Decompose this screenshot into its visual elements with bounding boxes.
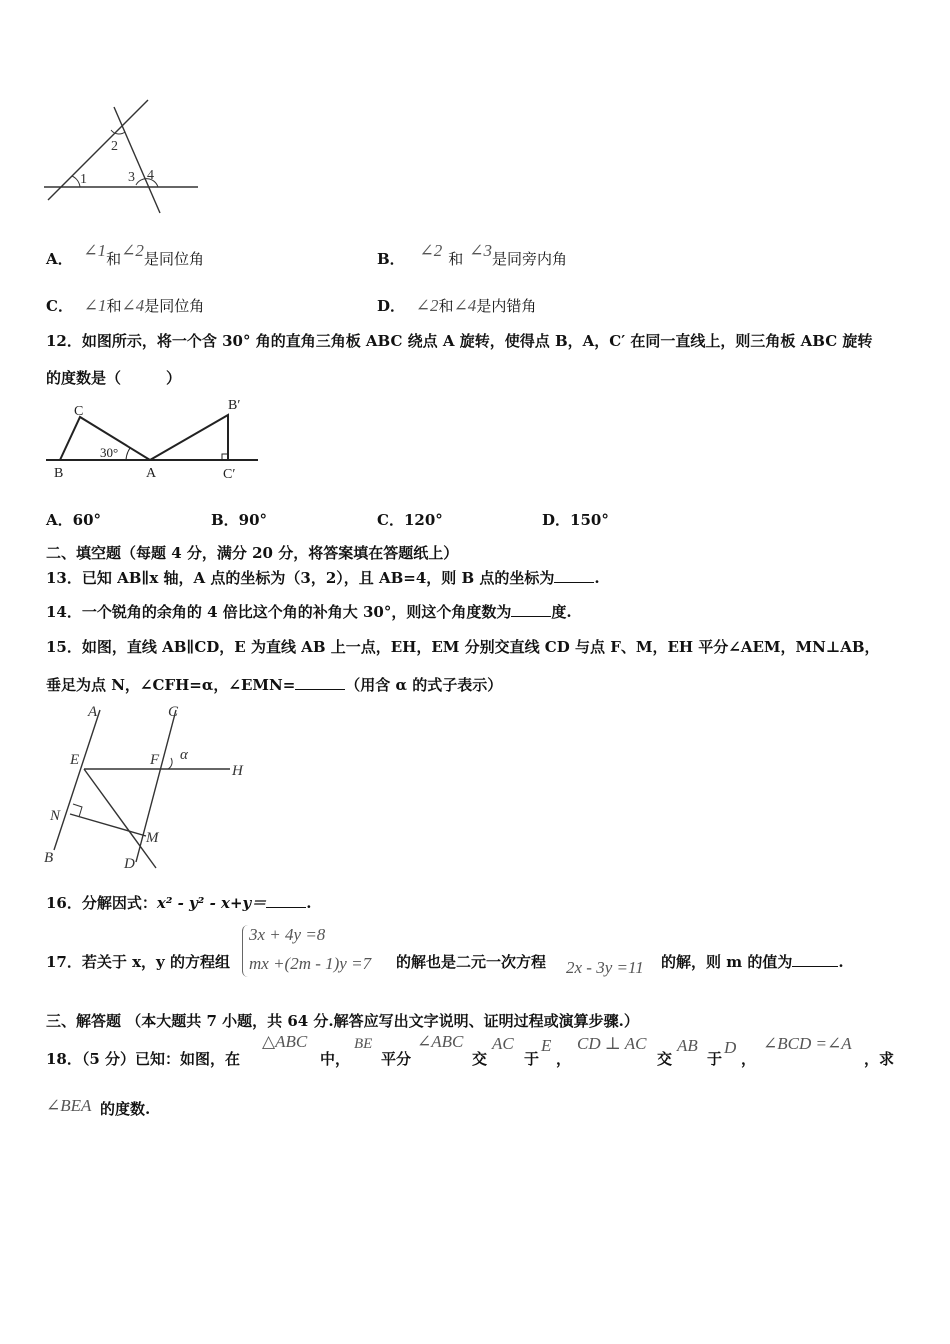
q18-angle-abc: ∠ABC — [417, 1032, 464, 1051]
label-b: B — [44, 850, 54, 866]
option-letter: C． — [46, 297, 73, 315]
label-c: C — [74, 404, 84, 419]
q18-text: 交 — [657, 1050, 673, 1068]
conj: 和 — [106, 250, 122, 268]
option-text: 是内错角 — [476, 297, 537, 315]
option-text: 是同旁内角 — [491, 250, 567, 268]
label-h: H — [232, 763, 243, 779]
answer-blank — [295, 675, 345, 690]
q12-option-d: D．150° — [542, 511, 609, 529]
label-m: M — [146, 830, 159, 846]
q18-cd-perp-ac: CD ⊥ AC — [577, 1034, 647, 1053]
q12-option-c: C．120° — [377, 511, 443, 529]
q18-text: 于 — [524, 1050, 540, 1068]
label-a: A — [88, 704, 98, 720]
q13-text: 13．已知 AB∥x 轴，A 点的坐标为（3，2），且 AB=4，则 B 点的坐标为 — [46, 569, 555, 587]
label-b: B — [54, 466, 64, 481]
label-a: A — [146, 466, 157, 481]
q18-text: ，求 — [864, 1050, 895, 1068]
angle-arc-1 — [72, 176, 80, 187]
section-3-heading: 三、解答题 （本大题共 7 小题，共 64 分.解答应写出文字说明、证明过程或演算步骤.） — [46, 1012, 639, 1030]
angle-label-1: 1 — [80, 172, 87, 187]
q18-text: ， — [556, 1050, 572, 1068]
q18-ab: AB — [677, 1036, 698, 1055]
q16-expression: x² - y² - x+y＝ — [156, 894, 267, 912]
q18-triangle: △ABC — [262, 1032, 308, 1051]
angle-arc-30 — [126, 448, 130, 460]
label-d: D — [124, 856, 135, 872]
q11-option-d — [377, 295, 536, 316]
q17-tail — [661, 951, 844, 972]
q11-option-c — [46, 295, 204, 316]
q17-tail-text: 的解，则 m 的值为 — [661, 953, 793, 971]
conj: 和 — [448, 250, 464, 268]
angle-symbol: ∠4 — [453, 296, 477, 315]
label-f: F — [150, 752, 160, 768]
q18-text: 平分 — [381, 1050, 412, 1068]
q18-text: ， — [741, 1050, 757, 1068]
q11-option-a — [46, 241, 204, 269]
q18-text: 交 — [472, 1050, 488, 1068]
q15-text-tail: （用含 α 的式子表示） — [345, 676, 503, 694]
q12-option-b: B．90° — [211, 511, 268, 529]
q18-ac: AC — [492, 1034, 514, 1053]
q18-text: 于 — [707, 1050, 723, 1068]
q15-text: 垂足为点 N，∠CFH=α，∠EMN= — [46, 676, 296, 694]
q17-tail-dot: . — [838, 953, 844, 971]
q16-tail: . — [306, 894, 312, 912]
angle-symbol: ∠2 — [415, 296, 439, 315]
q18-prefix: 18．（5 分）已知：如图，在 — [46, 1050, 241, 1068]
triangle-ab2c2 — [150, 415, 228, 460]
angle-symbol: ∠1 — [83, 241, 107, 260]
angle-symbol: ∠3 — [469, 241, 492, 260]
q13-tail: . — [594, 569, 600, 587]
figure-parallel-lines — [40, 700, 260, 875]
q17-equation-3: 2x - 3y =11 — [566, 958, 644, 977]
q18-angle-bea: ∠BEA — [46, 1096, 92, 1115]
line-mn — [70, 814, 146, 836]
q13 — [46, 567, 600, 588]
label-c: C — [168, 704, 179, 720]
option-letter: B． — [377, 250, 405, 268]
q18-e: E — [541, 1036, 552, 1055]
q12-line2: 的度数是（ ） — [46, 369, 182, 387]
section-2-heading: 二、填空题（每题 4 分，满分 20 分，将答案填在答题纸上） — [46, 544, 459, 562]
line-ab — [54, 710, 100, 850]
q15-line2 — [46, 674, 502, 695]
label-c-prime: C′ — [223, 467, 236, 482]
label-alpha: α — [180, 747, 188, 763]
answer-blank — [511, 602, 551, 617]
q16 — [46, 892, 311, 913]
answer-blank — [792, 952, 838, 967]
label-angle-30: 30° — [100, 445, 119, 460]
q12-line1: 12．如图所示，将一个含 30° 角的直角三角板 ABC 绕点 A 旋转，使得点 B，A，C′ 在同一直线上，则三角板 ABC 旋转 — [46, 332, 873, 350]
angle-symbol: ∠2 — [121, 241, 144, 260]
answer-blank — [554, 568, 594, 583]
label-e: E — [70, 752, 80, 768]
q18-be: BE — [354, 1036, 373, 1052]
q11-option-b — [377, 241, 567, 269]
angle-symbol: ∠1 — [83, 296, 107, 315]
q17-mid: 的解也是二元一次方程 — [396, 953, 547, 971]
label-b-prime: B′ — [228, 398, 241, 413]
transversal-line-2 — [114, 107, 160, 213]
label-n: N — [50, 808, 61, 824]
q12-option-a: A．60° — [46, 511, 102, 529]
q18-text: 的度数. — [100, 1100, 151, 1118]
angle-label-2: 2 — [111, 139, 118, 154]
q18-text: 中， — [320, 1050, 351, 1068]
q14-tail: 度. — [551, 603, 572, 621]
angle-symbol: ∠4 — [121, 296, 145, 315]
q18-d: D — [724, 1038, 737, 1057]
q17-equation-2: mx +(2m - 1)y =7 — [249, 954, 372, 973]
option-letter: A． — [46, 250, 73, 268]
conj: 和 — [438, 297, 454, 315]
angle-symbol: ∠2 — [419, 241, 443, 260]
q18-angle-bcd: ∠BCD =∠A — [763, 1034, 852, 1053]
q17-prefix: 17．若关于 x，y 的方程组 — [46, 953, 230, 971]
answer-blank — [266, 893, 306, 908]
q17-equation-1: 3x + 4y =8 — [249, 925, 326, 944]
option-letter: D． — [377, 297, 406, 315]
option-text: 是同位角 — [144, 297, 205, 315]
q16-prefix: 16．分解因式： — [46, 894, 157, 912]
angle-label-4: 4 — [147, 168, 154, 183]
figure-angles-1234 — [40, 95, 210, 220]
q14 — [46, 601, 572, 622]
angle-label-3: 3 — [128, 170, 135, 185]
q15-line1: 15．如图，直线 AB∥CD，E 为直线 AB 上一点，EH，EM 分别交直线 CD 与点 F、M，EH 平分∠AEM，MN⊥AB， — [46, 638, 880, 656]
q14-text: 14．一个锐角的余角的 4 倍比这个角的补角大 30°，则这个角度数为 — [46, 603, 512, 621]
angle-arc-alpha — [168, 758, 172, 769]
conj: 和 — [106, 297, 122, 315]
option-text: 是同位角 — [143, 250, 204, 268]
line-em — [84, 769, 156, 868]
figure-triangle-rotation — [40, 393, 265, 485]
